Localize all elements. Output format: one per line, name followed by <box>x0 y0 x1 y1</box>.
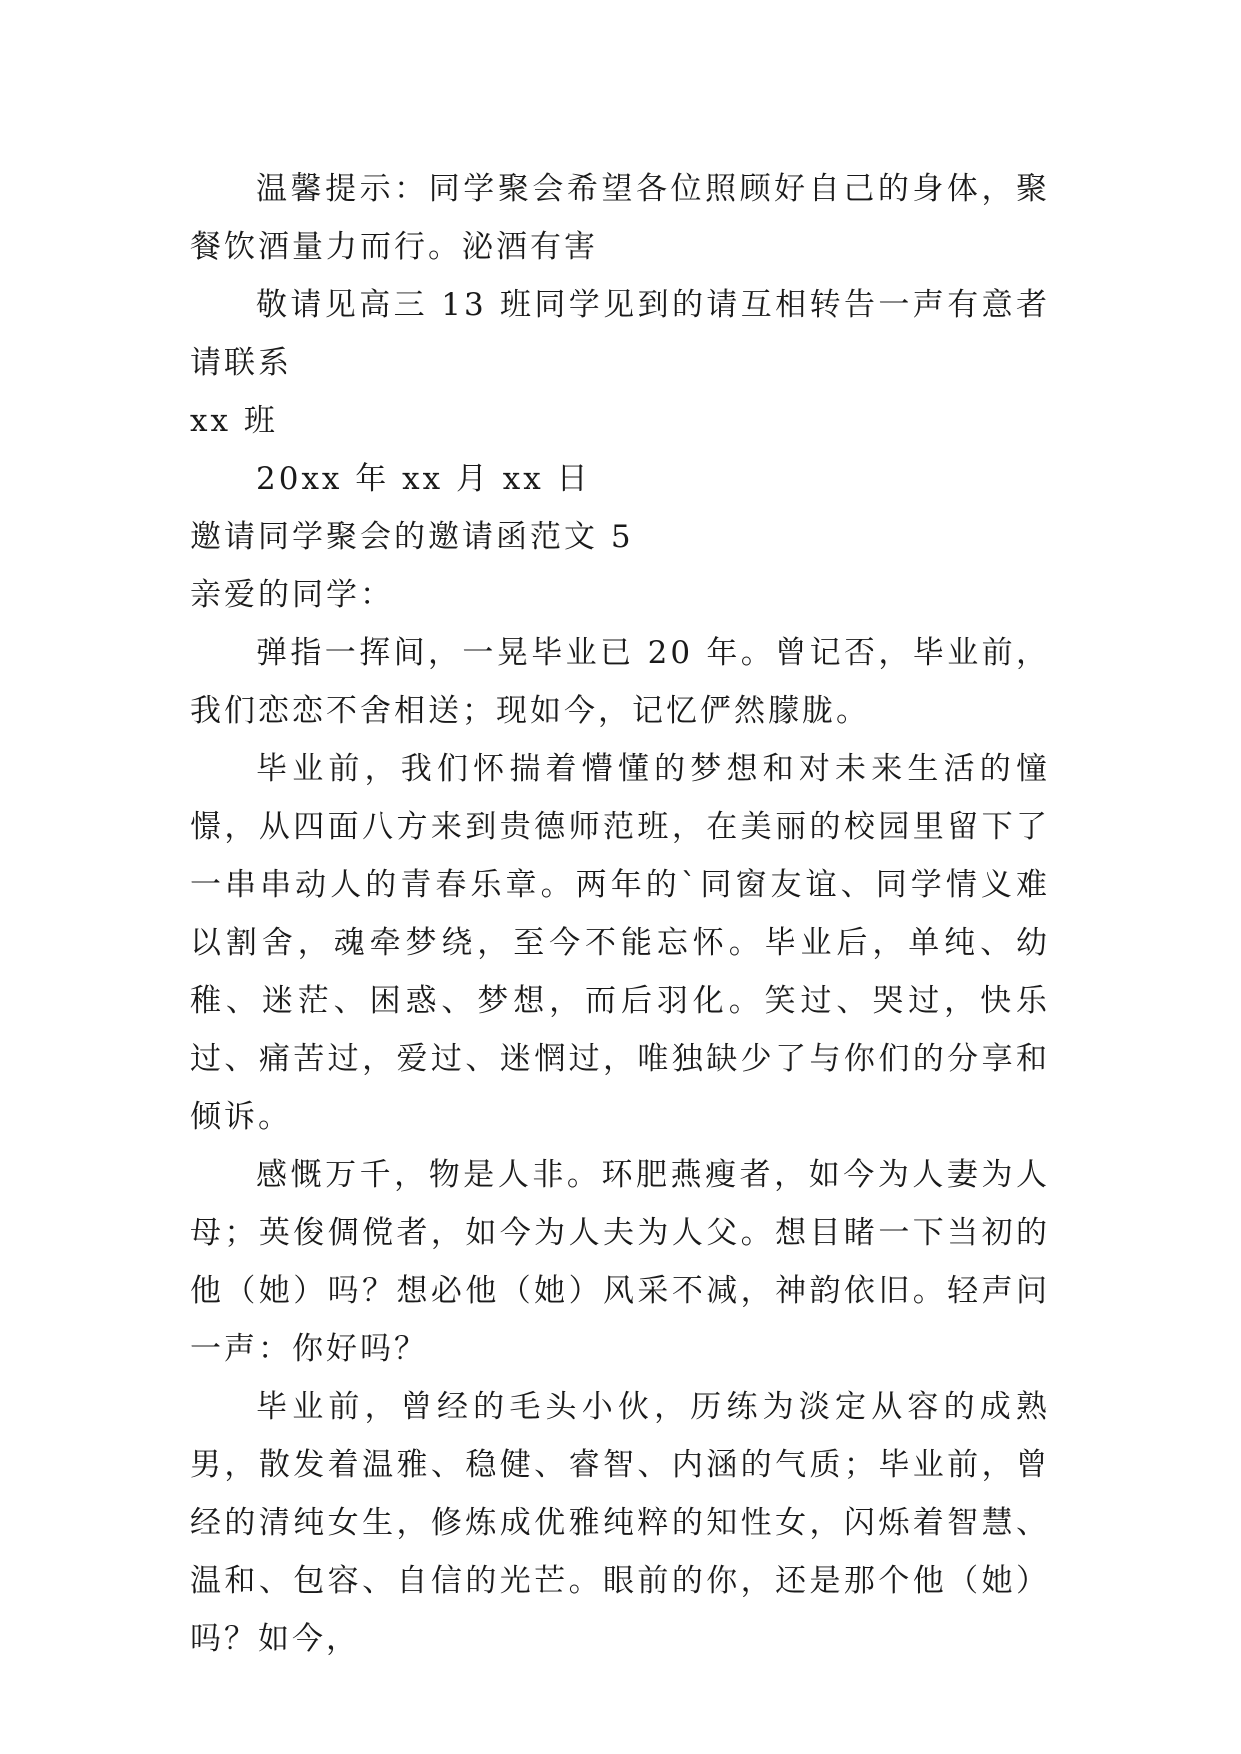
paragraph-body-2: 毕业前，我们怀揣着懵懂的梦想和对未来生活的憧憬，从四面八方来到贵德师范班，在美丽的校园里留下了一串串动人的青春乐章。两年的`同窗友谊、同学情义难以割舍，魂牵梦绕，至今不能忘怀。毕业后，单纯、幼稚、迷茫、困惑、梦想，而后羽化。笑过、哭过，快乐过、痛苦过，爱过、迷惘过，唯独缺少了与你们的分享和倾诉。 <box>190 751 1050 1135</box>
section-heading: 邀请同学聚会的邀请函范文 5 <box>190 519 634 555</box>
paragraph-body-1: 弹指一挥间，一晃毕业已 20 年。曾记否，毕业前，我们恋恋不舍相送；现如今，记忆俨然朦胧。 <box>190 635 1050 729</box>
paragraph-body-4: 毕业前，曾经的毛头小伙，历练为淡定从容的成熟男，散发着温雅、稳健、睿智、内涵的气质；毕业前，曾经的清纯女生，修炼成优雅纯粹的知性女，闪烁着智慧、温和、包容、自信的光芒。眼前的你，还是那个他（她）吗？如今， <box>190 1389 1050 1657</box>
paragraph-salutation: 亲爱的同学： <box>190 577 394 613</box>
paragraph-date: 20xx 年 xx 月 xx 日 <box>256 461 591 497</box>
paragraph-notice: 敬请见高三 13 班同学见到的请互相转告一声有意者请联系 <box>190 287 1050 381</box>
document-page <box>190 160 1050 1668</box>
paragraph-reminder: 温馨提示：同学聚会希望各位照顾好自己的身体，聚餐饮酒量力而行。泌酒有害 <box>190 171 1050 265</box>
paragraph-signature: xx 班 <box>190 403 278 439</box>
paragraph-body-3: 感慨万千，物是人非。环肥燕瘦者，如今为人妻为人母；英俊倜傥者，如今为人夫为人父。想目睹一下当初的他（她）吗？想必他（她）风采不减，神韵依旧。轻声问一声：你好吗？ <box>190 1157 1050 1367</box>
